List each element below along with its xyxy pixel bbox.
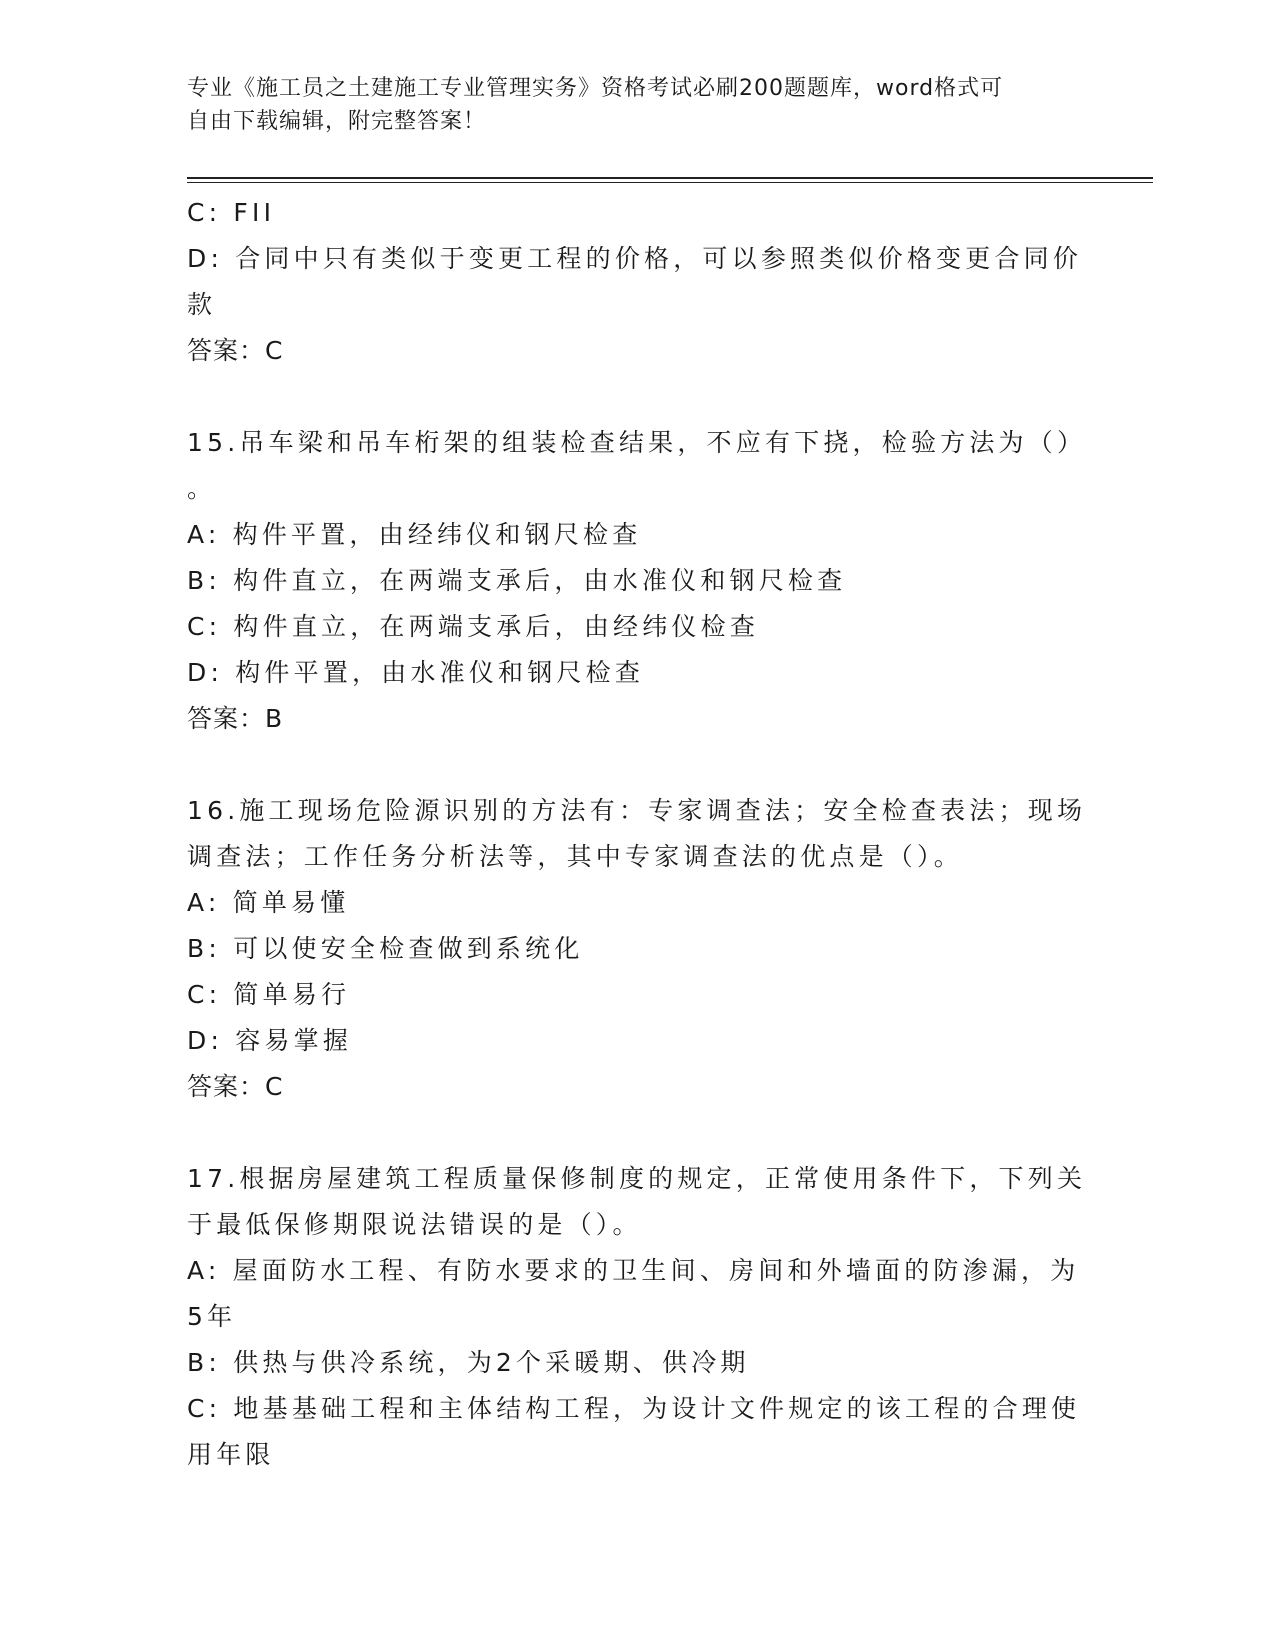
option-a: A: 构件平置，由经纬仪和钢尺检查 <box>187 520 642 549</box>
question-16 <box>187 788 1087 1110</box>
option-a: A: 简单易懂 <box>187 888 350 917</box>
option-c: C: FII <box>187 198 276 227</box>
question-stem-line-1: 15.吊车梁和吊车桁架的组装检查结果，不应有下挠，检验方法为（） <box>187 428 1087 457</box>
answer: 答案：B <box>187 704 284 733</box>
question-stem-line-2: 于最低保修期限说法错误的是（）。 <box>187 1210 642 1239</box>
option-d: D: 构件平置，由水准仪和钢尺检查 <box>187 658 645 687</box>
question-stem-line-2: 调查法；工作任务分析法等，其中专家调查法的优点是（）。 <box>187 842 963 871</box>
option-a-line-1: A: 屋面防水工程、有防水要求的卫生间、房间和外墙面的防渗漏，为 <box>187 1256 1080 1285</box>
header-line-2: 自由下载编辑，附完整答案！ <box>187 109 487 134</box>
spacer <box>187 374 1087 420</box>
option-a-line-2: 5年 <box>187 1302 237 1331</box>
question-stem-line-2: 。 <box>187 474 217 503</box>
option-c: C: 构件直立，在两端支承后，由经纬仪检查 <box>187 612 760 641</box>
answer: 答案：C <box>187 336 284 365</box>
question-list <box>187 190 1087 1478</box>
header-divider-thick <box>187 177 1153 179</box>
spacer <box>187 1110 1087 1156</box>
question-14-tail <box>187 190 1087 374</box>
option-c: C: 简单易行 <box>187 980 351 1009</box>
option-b: B: 构件直立，在两端支承后，由水准仪和钢尺检查 <box>187 566 847 595</box>
answer: 答案：C <box>187 1072 284 1101</box>
option-c-line-2: 用年限 <box>187 1440 275 1469</box>
option-b: B: 可以使安全检查做到系统化 <box>187 934 584 963</box>
spacer <box>187 742 1087 788</box>
question-stem-line-1: 16.施工现场危险源识别的方法有：专家调查法；安全检查表法；现场 <box>187 796 1087 825</box>
question-17 <box>187 1156 1087 1478</box>
header-divider-thin <box>187 182 1153 183</box>
question-15 <box>187 420 1087 742</box>
option-c-line-1: C: 地基基础工程和主体结构工程，为设计文件规定的该工程的合理使 <box>187 1394 1081 1423</box>
option-d-line-1: D: 合同中只有类似于变更工程的价格，可以参照类似价格变更合同价 <box>187 244 1083 273</box>
option-b: B: 供热与供冷系统，为2个采暖期、供冷期 <box>187 1348 750 1377</box>
option-d: D: 容易掌握 <box>187 1026 353 1055</box>
question-stem-line-1: 17.根据房屋建筑工程质量保修制度的规定，正常使用条件下，下列关 <box>187 1164 1087 1193</box>
document-header <box>187 72 1087 138</box>
header-line-1: 专业《施工员之土建施工专业管理实务》资格考试必刷200题题库，word格式可 <box>187 76 1004 101</box>
option-d-line-2: 款 <box>187 290 217 319</box>
